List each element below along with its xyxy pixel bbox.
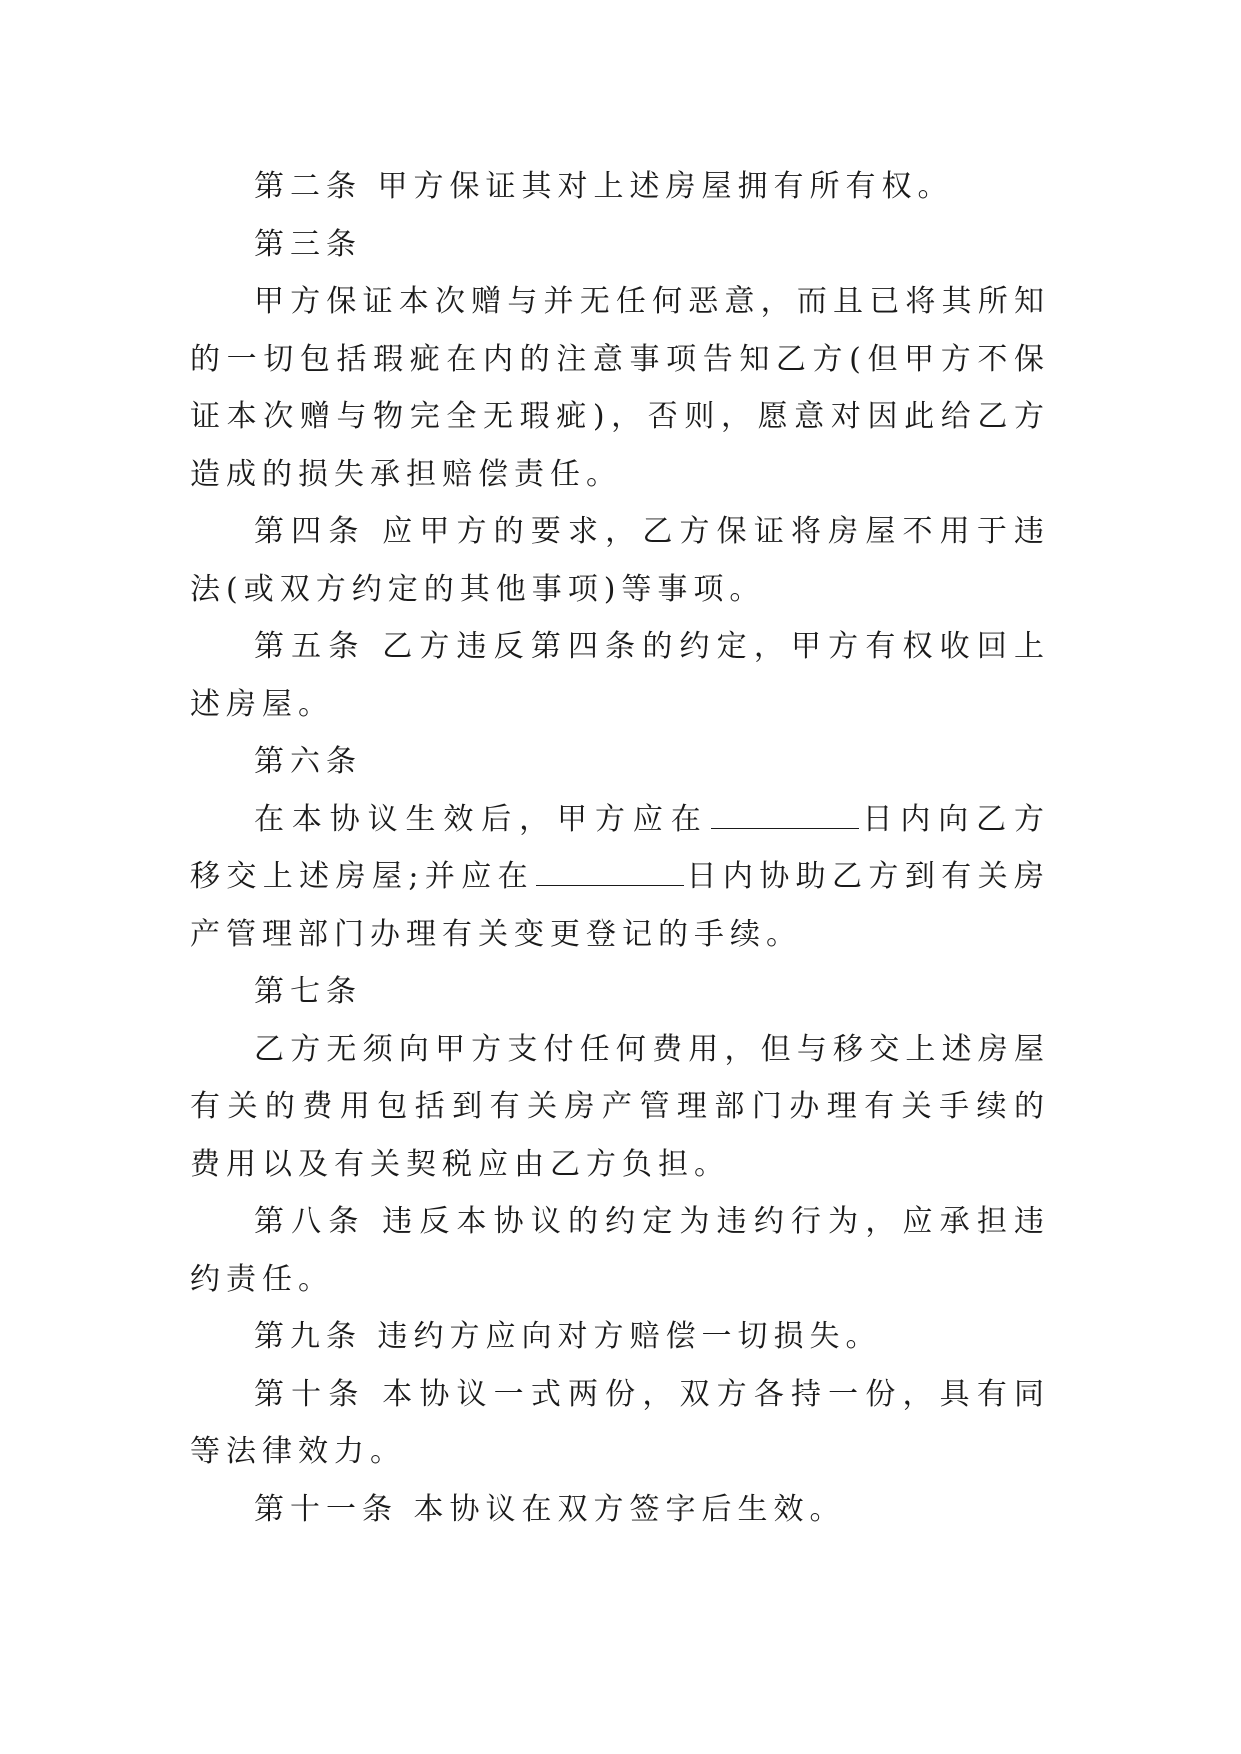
article-11: 第十一条 本协议在双方签字后生效。: [254, 1491, 846, 1527]
article-6-heading: 第六条: [254, 744, 362, 779]
article-2: 第二条 甲方保证其对上述房屋拥有所有权。: [254, 169, 954, 204]
article-3-heading: 第三条: [254, 226, 362, 262]
article-3-body: 甲方保证本次赠与并无任何恶意，而且已将其所知的一切包括瑕疵在内的注意事项告知乙方(但甲方不保证本次赠与物完全无瑕疵)，否则，愿意对因此给乙方造成的损失承担赔偿责任。: [190, 284, 1050, 492]
article-10: 第十条 本协议一式两份，双方各持一份，具有同等法律效力。: [190, 1376, 1050, 1469]
article-7-body: 乙方无须向甲方支付任何费用，但与移交上述房屋有关的费用包括到有关房产管理部门办理有关手续的费用以及有关契税应由乙方负担。: [190, 1031, 1050, 1182]
article-8: 第八条 违反本协议的约定为违约行为，应承担违约责任。: [190, 1204, 1050, 1297]
article-9: 第九条 违约方应向对方赔偿一切损失。: [254, 1319, 882, 1354]
article-6-text-part-2: 日内向乙方移交上述房屋;并应在: [190, 801, 1051, 894]
article-6-text-part-1: 在本协议生效后，甲方应在: [254, 801, 709, 837]
article-6-body: [190, 791, 1050, 964]
article-5: 第五条 乙方违反第四条的约定，甲方有权收回上述房屋。: [190, 629, 1050, 722]
article-6-text-part-3: 日内协助乙方到有关房产管理部门办理有关变更登记的手续。: [190, 859, 1051, 952]
document-body: [190, 158, 1050, 1538]
article-7-heading: 第七条: [254, 974, 362, 1009]
fill-in-blank-days-registration: [536, 855, 684, 886]
article-4: 第四条 应甲方的要求，乙方保证将房屋不用于违法(或双方约定的其他事项)等事项。: [190, 514, 1050, 607]
fill-in-blank-days-transfer: [711, 798, 859, 829]
